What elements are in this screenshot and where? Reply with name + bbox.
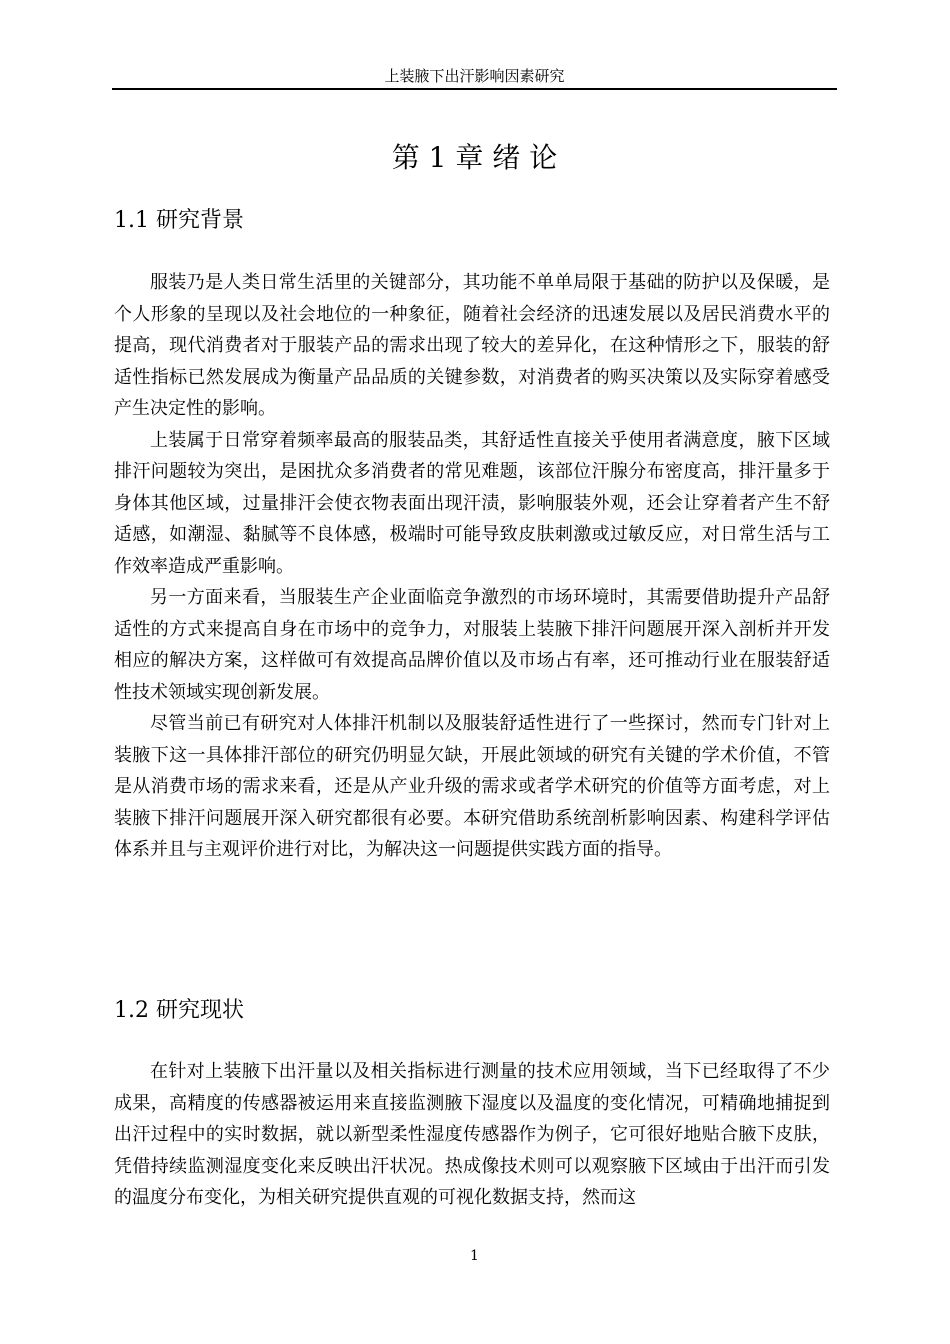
- paragraph: 尽管当前已有研究对人体排汗机制以及服装舒适性进行了一些探讨，然而专门针对上装腋下这一具体排汗部位的研究仍明显欠缺，开展此领域的研究有关键的学术价值，不管是从消费市场的需求来看，还是从产业升级的需求或者学术研究的价值等方面考虑，对上装腋下排汗问题展开深入研究都很有必要。本研究借助系统剖析影响因素、构建科学评估体系并且与主观评价进行对比，为解决这一问题提供实践方面的指导。: [114, 713, 830, 860]
- section-heading-1-1: 1.1 研究背景: [114, 208, 244, 233]
- page-number: 1: [470, 1248, 479, 1264]
- paragraph: 另一方面来看，当服装生产企业面临竞争激烈的市场环境时，其需要借助提升产品舒适性的方式来提高自身在市场中的竞争力，对服装上装腋下排汗问题展开深入剖析并开发相应的解决方案，这样做可有效提高品牌价值以及市场占有率，还可推动行业在服装舒适性技术领域实现创新发展。: [114, 587, 830, 703]
- paragraph: 服装乃是人类日常生活里的关键部分，其功能不单单局限于基础的防护以及保暖，是个人形象的呈现以及社会地位的一种象征，随着社会经济的迅速发展以及居民消费水平的提高，现代消费者对于服装产品的需求出现了较大的差异化，在这种情形之下，服装的舒适性指标已然发展成为衡量产品品质的关键参数，对消费者的购买决策以及实际穿着感受产生决定性的影响。: [114, 272, 830, 419]
- section-heading-1-2: 1.2 研究现状: [114, 998, 244, 1023]
- paragraph: 上装属于日常穿着频率最高的服装品类，其舒适性直接关乎使用者满意度，腋下区域排汗问题较为突出，是困扰众多消费者的常见难题，该部位汗腺分布密度高，排汗量多于身体其他区域，过量排汗会使衣物表面出现汗渍，影响服装外观，还会让穿着者产生不舒适感，如潮湿、黏腻等不良体感，极端时可能导致皮肤刺激或过敏反应，对日常生活与工作效率造成严重影响。: [114, 429, 830, 577]
- paragraph: 在针对上装腋下出汗量以及相关指标进行测量的技术应用领域，当下已经取得了不少成果，高精度的传感器被运用来直接监测腋下湿度以及温度的变化情况，可精确地捕捉到出汗过程中的实时数据，就以新型柔性湿度传感器作为例子，它可很好地贴合腋下皮肤，凭借持续监测湿度变化来反映出汗状况。热成像技术则可以观察腋下区域由于出汗而引发的温度分布变化，为相关研究提供直观的可视化数据支持，然而这: [114, 1061, 830, 1208]
- running-header: 上装腋下出汗影响因素研究: [384, 67, 565, 85]
- header-rule: [112, 88, 837, 90]
- chapter-title: 第 1 章 绪 论: [391, 141, 558, 174]
- section-1-2-body: [114, 1056, 830, 1214]
- section-1-1-body: [114, 267, 830, 866]
